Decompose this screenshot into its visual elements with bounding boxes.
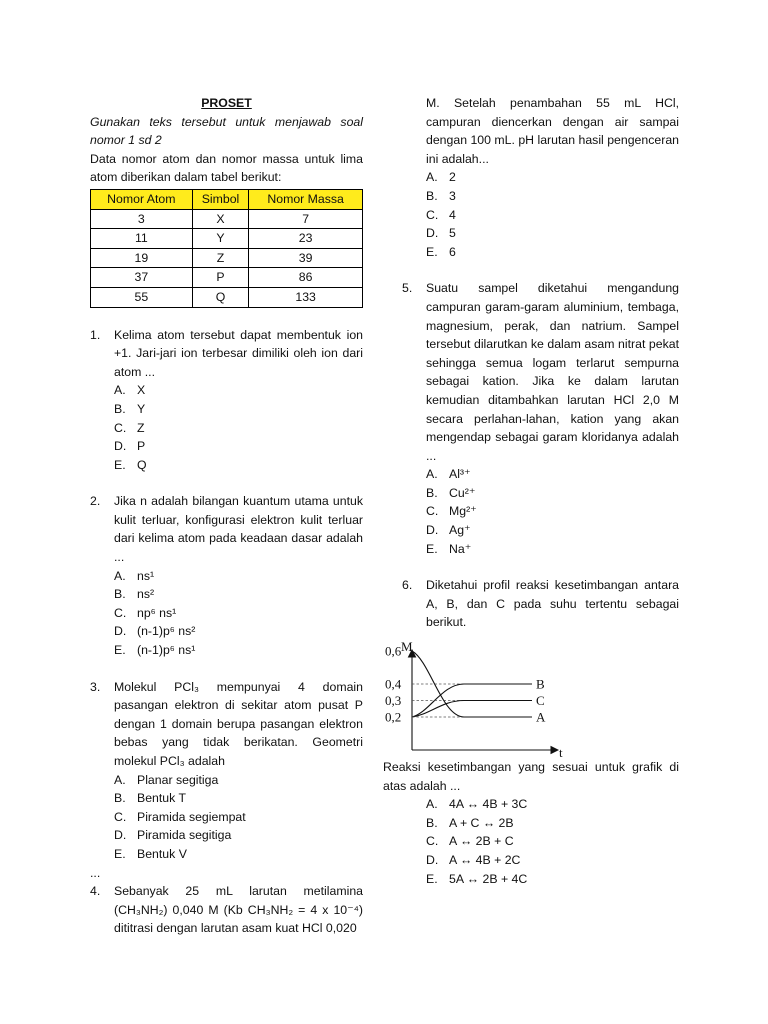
x-axis-label: t bbox=[559, 745, 563, 760]
option-b[interactable]: B. 3 bbox=[426, 188, 456, 203]
question-4 bbox=[90, 882, 363, 938]
question-5 bbox=[402, 279, 679, 465]
option-a[interactable]: A. Al³⁺ bbox=[426, 467, 471, 482]
y-tick-label: 0,4 bbox=[385, 676, 402, 692]
question-6 bbox=[402, 576, 679, 632]
option-c[interactable]: C. A ↔ 2B + C bbox=[426, 834, 514, 849]
table-cell: 86 bbox=[249, 268, 363, 288]
option-a[interactable]: A. ns¹ bbox=[114, 568, 155, 583]
series-label-C: C bbox=[536, 693, 545, 708]
option-b[interactable]: B. ns² bbox=[114, 587, 155, 602]
question-text: Molekul PCl₃ mempunyai 4 domain pasangan elektron di sekitar atom pusat P dengan 1 domain berupa pasangan elektron bebas yang tidak berikatan. Geometri molekul PCl₃ adalah bbox=[114, 679, 363, 768]
question-6-continued bbox=[383, 758, 679, 888]
option-e[interactable]: E. Na⁺ bbox=[426, 541, 472, 556]
question-2-options bbox=[90, 567, 363, 660]
series-label-A: A bbox=[536, 709, 546, 725]
question-number: 5. bbox=[402, 281, 413, 296]
table-cell: P bbox=[192, 268, 249, 288]
y-axis-label: M bbox=[401, 639, 413, 654]
question-2 bbox=[90, 492, 363, 566]
option-b[interactable]: B. Y bbox=[114, 401, 146, 416]
question-text: Jika n adalah bilangan kuantum utama untuk kulit terluar, konfigurasi elektron kulit terluar dari kelima atom pada keadaan dasar adalah ... bbox=[114, 494, 363, 565]
equilibrium-graph bbox=[382, 638, 572, 762]
question-1 bbox=[90, 326, 363, 382]
atom-table bbox=[90, 189, 363, 308]
question-number: 2. bbox=[90, 494, 101, 509]
question-3 bbox=[90, 678, 363, 771]
table-cell: 7 bbox=[249, 209, 363, 229]
option-d[interactable]: D. Ag⁺ bbox=[426, 523, 471, 538]
option-d[interactable]: D. (n-1)p⁶ ns² bbox=[114, 624, 196, 639]
table-cell: Z bbox=[192, 248, 249, 268]
table-row bbox=[91, 248, 363, 268]
option-c[interactable]: C. np⁶ ns¹ bbox=[114, 605, 177, 620]
series-curve-C bbox=[412, 701, 532, 718]
y-tick-label: 0,3 bbox=[385, 693, 402, 708]
table-cell: 39 bbox=[249, 248, 363, 268]
table-cell: 11 bbox=[91, 229, 193, 249]
option-a[interactable]: A. 4A ↔ 4B + 3C bbox=[426, 797, 528, 812]
table-cell: 55 bbox=[91, 287, 193, 307]
option-e[interactable]: E. 6 bbox=[426, 244, 456, 259]
table-cell: 23 bbox=[249, 229, 363, 249]
option-e[interactable]: E. 5A ↔ 2B + 4C bbox=[426, 871, 528, 886]
option-c[interactable]: C. Z bbox=[114, 420, 145, 435]
option-a[interactable]: A. Planar segitiga bbox=[114, 772, 219, 787]
page-title: PROSET bbox=[201, 96, 252, 110]
left-column bbox=[90, 94, 363, 938]
option-b[interactable]: B. A + C ↔ 2B bbox=[426, 815, 514, 830]
question-4-options bbox=[402, 168, 679, 261]
option-b[interactable]: B. Cu²⁺ bbox=[426, 485, 476, 500]
table-cell: Q bbox=[192, 287, 249, 307]
table-cell: 37 bbox=[91, 268, 193, 288]
question-text: Diketahui profil reaksi kesetimbangan antara A, B, dan C pada suhu tertentu sebagai berikut. bbox=[426, 578, 679, 630]
question-text: Sebanyak 25 mL larutan metilamina (CH₃NH₂) 0,040 M (Kb CH₃NH₂ = 4 x 10⁻⁴) dititrasi dengan larutan asam kuat HCl 0,020 bbox=[114, 884, 363, 936]
question-text: Kelima atom tersebut dapat membentuk ion +1. Jari-jari ion terbesar dimiliki oleh ion dari atom ... bbox=[114, 327, 363, 379]
table-row bbox=[91, 268, 363, 288]
question-number: 1. bbox=[90, 327, 101, 342]
option-d[interactable]: D. P bbox=[114, 439, 146, 454]
table-header: Simbol bbox=[192, 189, 249, 209]
question-number: 6. bbox=[402, 578, 413, 593]
option-e[interactable]: E. (n-1)p⁶ ns¹ bbox=[114, 643, 196, 658]
y-tick-label: 0,2 bbox=[385, 709, 402, 725]
option-b[interactable]: B. Bentuk T bbox=[114, 791, 186, 806]
table-cell: 19 bbox=[91, 248, 193, 268]
table-cell: 3 bbox=[91, 209, 193, 229]
instruction-text: Gunakan teks tersebut untuk menjawab soal nomor 1 sd 2 bbox=[90, 114, 363, 148]
y-tick-label: 0,6 bbox=[385, 643, 402, 659]
series-label-B: B bbox=[536, 676, 545, 692]
question-number: 4. bbox=[90, 884, 101, 899]
option-a[interactable]: A. X bbox=[114, 383, 146, 398]
question-5-options bbox=[402, 465, 679, 558]
question-number: 3. bbox=[90, 679, 101, 694]
ellipsis-text: ... bbox=[90, 865, 101, 880]
option-d[interactable]: D. 5 bbox=[426, 226, 456, 241]
right-column bbox=[402, 94, 679, 632]
question-1-options bbox=[90, 381, 363, 474]
intro-text: Data nomor atom dan nomor massa untuk lima atom diberikan dalam tabel berikut: bbox=[90, 151, 363, 185]
table-cell: 133 bbox=[249, 287, 363, 307]
table-header: Nomor Atom bbox=[91, 189, 193, 209]
option-c[interactable]: C. Piramida segiempat bbox=[114, 809, 246, 824]
question-text: Reaksi kesetimbangan yang sesuai untuk grafik di atas adalah ... bbox=[383, 760, 679, 793]
option-d[interactable]: D. Piramida segitiga bbox=[114, 828, 232, 843]
question-4-continued bbox=[402, 94, 679, 168]
question-text: Suatu sampel diketahui mengandung campuran garam-garam aluminium, tembaga, magnesium, perak, dan natrium. Sampel tersebut dilarutkan ke dalam asam nitrat pekat sehingga semua logam terlarut sempurna sebagai kation. Jika ke dalam larutan kemudian ditambahkan larutan HCl 2,0 M secara perlahan-lahan, kation yang akan mengendap sebagai garam kloridanya adalah ... bbox=[426, 281, 679, 463]
question-3-options bbox=[90, 771, 363, 864]
option-a[interactable]: A. 2 bbox=[426, 170, 456, 185]
option-e[interactable]: E. Bentuk V bbox=[114, 846, 187, 861]
table-row bbox=[91, 229, 363, 249]
table-row bbox=[91, 287, 363, 307]
option-c[interactable]: C. Mg²⁺ bbox=[426, 504, 477, 519]
option-e[interactable]: E. Q bbox=[114, 457, 147, 472]
option-c[interactable]: C. 4 bbox=[426, 207, 456, 222]
question-text: M. Setelah penambahan 55 mL HCl, campuran diencerkan dengan air sampai dengan 100 mL. pH larutan hasil pengenceran ini adalah... bbox=[426, 96, 679, 166]
option-d[interactable]: D. A ↔ 4B + 2C bbox=[426, 852, 521, 867]
table-cell: X bbox=[192, 209, 249, 229]
table-header: Nomor Massa bbox=[249, 189, 363, 209]
table-cell: Y bbox=[192, 229, 249, 249]
table-row bbox=[91, 209, 363, 229]
question-6-options bbox=[383, 795, 679, 888]
